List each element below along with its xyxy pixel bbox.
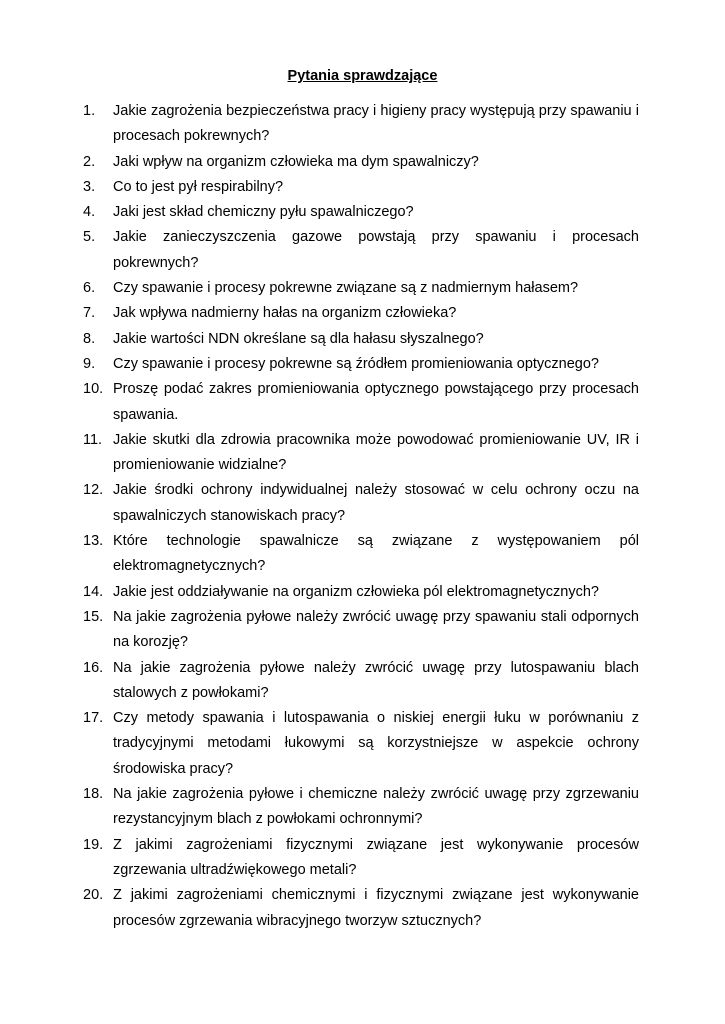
question-item bbox=[83, 377, 639, 428]
question-number: 1. bbox=[83, 103, 96, 119]
question-number: 16. bbox=[83, 659, 104, 676]
question-text: Jakie zagrożenia bezpieczeństwa pracy i higieny pracy występują przy spawaniu i procesach pokrewnych? bbox=[113, 103, 639, 145]
question-item bbox=[83, 656, 639, 707]
question-item bbox=[83, 580, 639, 605]
page-title: Pytania sprawdzające bbox=[287, 68, 438, 84]
question-text: Z jakimi zagrożeniami fizycznymi związane jest wykonywanie procesów zgrzewania ultradźwiękowego metali? bbox=[113, 836, 639, 878]
question-item bbox=[83, 200, 639, 225]
question-number: 14. bbox=[83, 583, 104, 600]
question-text: Z jakimi zagrożeniami chemicznymi i fizycznymi związane jest wykonywanie procesów zgrzewania wibracyjnego tworzyw sztucznych? bbox=[113, 887, 639, 929]
question-item bbox=[83, 428, 639, 479]
question-item bbox=[83, 782, 639, 833]
question-number: 8. bbox=[83, 330, 96, 347]
question-text: Jakie jest oddziaływanie na organizm człowieka pól elektromagnetycznych? bbox=[113, 583, 599, 600]
question-item bbox=[83, 301, 639, 326]
question-number: 15. bbox=[83, 608, 104, 625]
question-item bbox=[83, 150, 639, 175]
question-text: Jaki wpływ na organizm człowieka ma dym spawalniczy? bbox=[113, 153, 479, 170]
question-text: Na jakie zagrożenia pyłowe należy zwrócić uwagę przy lutospawaniu blach stalowych z powłokami? bbox=[113, 659, 639, 701]
question-number: 10. bbox=[83, 381, 104, 398]
question-text: Jakie skutki dla zdrowia pracownika może powodować promieniowanie UV, IR i promieniowanie widzialne? bbox=[113, 431, 639, 474]
question-text: Proszę podać zakres promieniowania optycznego powstającego przy procesach spawania. bbox=[113, 381, 639, 423]
question-number: 7. bbox=[83, 305, 96, 322]
question-item bbox=[83, 175, 639, 200]
question-text: Jakie środki ochrony indywidualnej należy stosować w celu ochrony oczu na spawalniczych stanowiskach pracy? bbox=[113, 482, 639, 524]
question-text: Na jakie zagrożenia pyłowe i chemiczne należy zwrócić uwagę przy zgrzewaniu rezystancyjnym blach z powłokami ochronnymi? bbox=[113, 786, 639, 828]
question-item bbox=[83, 883, 639, 934]
question-text: Co to jest pył respirabilny? bbox=[113, 178, 284, 195]
question-item bbox=[83, 327, 639, 352]
question-text: Czy metody spawania i lutospawania o niskiej energii łuku w porównaniu z tradycyjnymi metodami łukowymi są korzystniejsze w aspekcie ochrony środowiska pracy? bbox=[113, 710, 639, 777]
question-number: 4. bbox=[83, 204, 96, 221]
question-item bbox=[83, 605, 639, 656]
question-number: 13. bbox=[83, 533, 104, 550]
question-number: 6. bbox=[83, 280, 96, 297]
question-text: Czy spawanie i procesy pokrewne są źródłem promieniowania optycznego? bbox=[113, 355, 599, 372]
question-number: 2. bbox=[83, 153, 96, 170]
question-number: 12. bbox=[83, 482, 104, 499]
question-text: Na jakie zagrożenia pyłowe należy zwrócić uwagę przy spawaniu stali odpornych na korozję? bbox=[113, 608, 639, 651]
question-number: 19. bbox=[83, 836, 104, 853]
question-item bbox=[83, 99, 639, 150]
question-number: 18. bbox=[83, 786, 104, 803]
question-number: 11. bbox=[83, 431, 103, 448]
question-text: Jakie zanieczyszczenia gazowe powstają przy spawaniu i procesach pokrewnych? bbox=[113, 229, 639, 271]
question-item bbox=[83, 478, 639, 529]
question-number: 17. bbox=[83, 710, 104, 727]
question-number: 20. bbox=[83, 887, 104, 904]
question-item bbox=[83, 352, 639, 377]
question-text: Czy spawanie i procesy pokrewne związane są z nadmiernym hałasem? bbox=[113, 280, 579, 297]
question-number: 9. bbox=[83, 355, 96, 372]
question-text: Jaki jest skład chemiczny pyłu spawalniczego? bbox=[113, 204, 414, 221]
question-text: Które technologie spawalnicze są związane z występowaniem pól elektromagnetycznych? bbox=[113, 533, 639, 575]
question-item bbox=[83, 706, 639, 782]
question-text: Jakie wartości NDN określane są dla hałasu słyszalnego? bbox=[113, 330, 484, 347]
question-number: 3. bbox=[83, 178, 96, 195]
question-list bbox=[83, 99, 639, 934]
question-text: Jak wpływa nadmierny hałas na organizm człowieka? bbox=[113, 305, 457, 322]
question-number: 5. bbox=[83, 229, 96, 246]
question-item bbox=[83, 225, 639, 276]
question-item bbox=[83, 276, 639, 301]
question-item bbox=[83, 833, 639, 884]
question-item bbox=[83, 529, 639, 580]
